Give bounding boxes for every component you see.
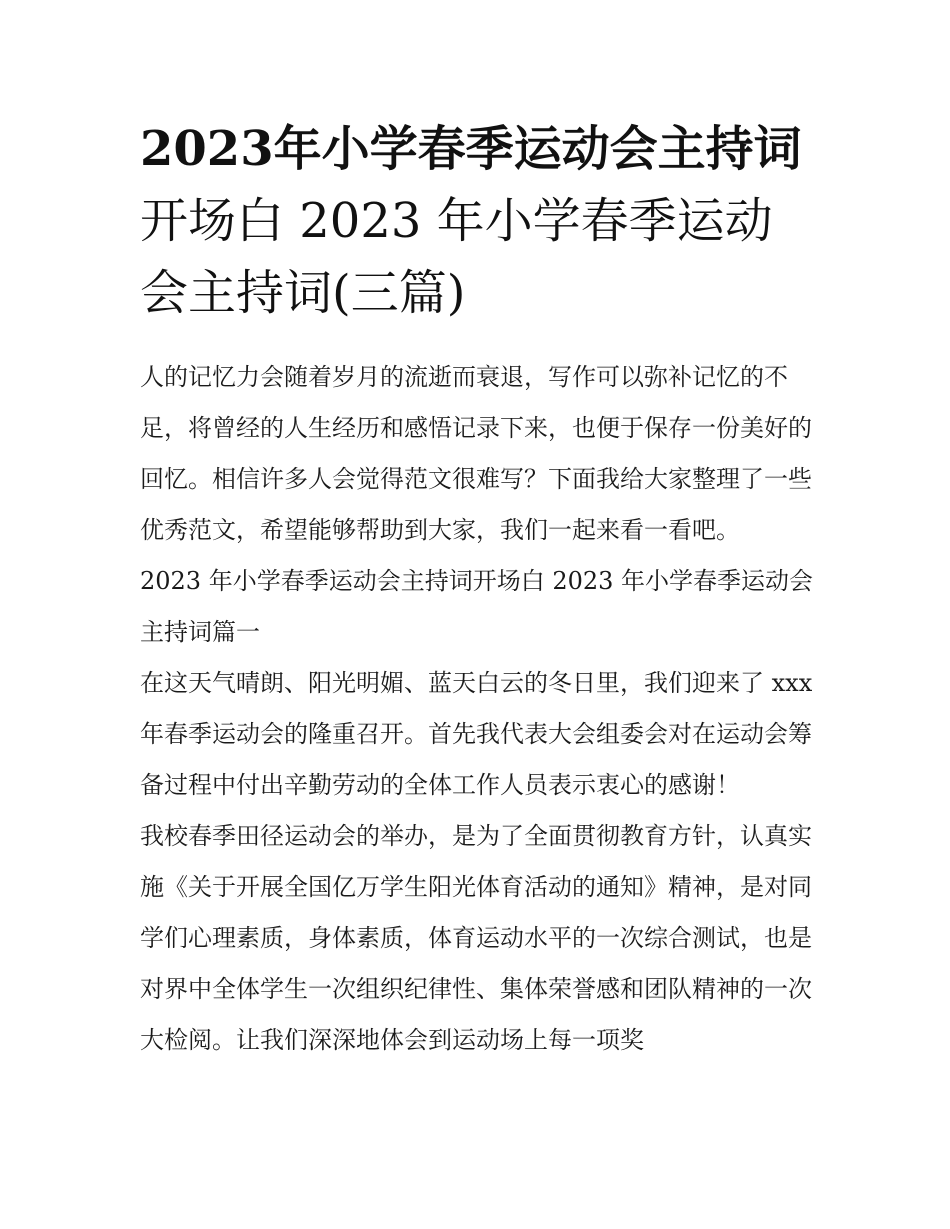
- title-line-3: 会主持词(三篇): [140, 265, 466, 321]
- document-body: [140, 352, 815, 1066]
- document-title: [140, 113, 820, 329]
- title-line-2: 开场白 2023 年小学春季运动: [140, 193, 773, 249]
- paragraph-opening: 在这天气晴朗、阳光明媚、蓝天白云的冬日里，我们迎来了 xxx 年春季运动会的隆重召开。首先我代表大会组委会对在运动会筹备过程中付出辛勤劳动的全体工作人员表示衷心的感谢！: [140, 669, 813, 799]
- title-line-1: 2023年小学春季运动会主持词: [140, 121, 802, 177]
- paragraph-purpose: 我校春季田径运动会的举办，是为了全面贯彻教育方针，认真实施《关于开展全国亿万学生阳光体育活动的通知》精神，是对同学们心理素质，身体素质，体育运动水平的一次综合测试，也是对界中全体学生一次组织纪律性、集体荣誉感和团队精神的一次大检阅。让我们深深地体会到运动场上每一项奖: [140, 822, 812, 1054]
- paragraph-heading: 2023 年小学春季运动会主持词开场白 2023 年小学春季运动会主持词篇一: [140, 567, 814, 646]
- paragraph-intro: 人的记忆力会随着岁月的流逝而衰退，写作可以弥补记忆的不足，将曾经的人生经历和感悟记录下来，也便于保存一份美好的回忆。相信许多人会觉得范文很难写？下面我给大家整理了一些优秀范文，希望能够帮助到大家，我们一起来看一看吧。: [140, 363, 812, 544]
